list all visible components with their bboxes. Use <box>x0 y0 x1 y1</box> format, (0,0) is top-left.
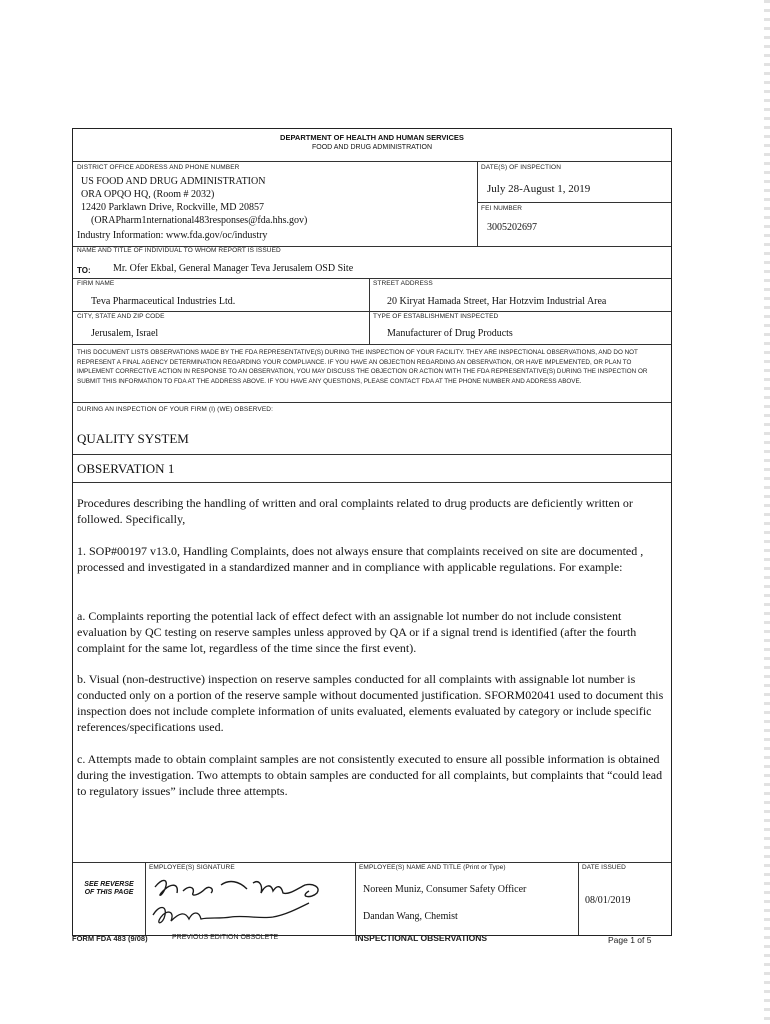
observation-item-b: b. Visual (non-destructive) inspection on reserve samples conducted for all complaints with assignable lot number is conducted only on a portion of the reserve sample without documented justification. SFORM02041 used to document this inspection does not include complete information of units evaluated, elements evaluated by category or include specific references/specifications used. <box>77 672 664 734</box>
city-divider <box>73 311 671 312</box>
see-reverse-divider <box>145 862 146 935</box>
recipient-label: NAME AND TITLE OF INDIVIDUAL TO WHOM REPORT IS ISSUED <box>77 247 281 254</box>
firm-divider <box>73 278 671 279</box>
inspection-notice: THIS DOCUMENT LISTS OBSERVATIONS MADE BY THE FDA REPRESENTATIVE(S) DURING THE INSPECTION OF YOUR FACILITY. THEY ARE INSPECTIONAL OBSERVATIONS, AND DO NOT REPRESENT A FINAL AGENCY DETERMINATION REGARDING YOUR COMPLIANCE. IF YOU HAVE AN OBJECTION REGARDING AN OBSERVATION, OR HAVE IMPLEMENTED, OR PLAN TO IMPLEMENT CORRECTIVE ACTION IN RESPONSE TO AN OBSERVATION, YOU MAY DISCUSS THE OBJECTION OR ACTION WITH THE FDA REPRESENTATIVE(S) DURING THE INSPECTION OR SUBMIT THIS INFORMATION TO FDA AT THE ADDRESS ABOVE. IF YOU HAVE ANY QUESTIONS, PLEASE CONTACT FDA AT THE PHONE NUMBER AND ADDRESS ABOVE. <box>77 349 648 385</box>
inspection-dates-label: DATE(S) OF INSPECTION <box>481 164 561 171</box>
firm-name-value: Teva Pharmaceutical Industries Ltd. <box>91 296 236 307</box>
observation-heading: OBSERVATION 1 <box>77 461 175 476</box>
scan-edge-artifact <box>764 0 770 1024</box>
date-issued-value: 08/01/2019 <box>585 895 631 906</box>
see-reverse-note: SEE REVERSE OF THIS PAGE <box>84 881 134 896</box>
previous-edition-note: PREVIOUS EDITION OBSOLETE <box>172 934 279 941</box>
handwritten-signatures <box>149 875 353 933</box>
establishment-value: Manufacturer of Drug Products <box>387 328 513 339</box>
fei-value: 3005202697 <box>487 222 537 233</box>
street-address-value: 20 Kiryat Hamada Street, Har Hotzvim Industrial Area <box>387 296 607 307</box>
page-number: Page 1 of 5 <box>608 935 652 945</box>
city-value: Jerusalem, Israel <box>91 328 159 339</box>
inspection-dates-value: July 28-August 1, 2019 <box>487 183 591 195</box>
signature-name-divider <box>355 862 356 935</box>
observation-intro: Procedures describing the handling of written and oral complaints related to drug products are deficiently written or followed. Specifically, <box>77 496 633 526</box>
district-email: (ORAPharm1nternational483responses@fda.hhs.gov) <box>91 215 308 226</box>
employee-name-2: Dandan Wang, Chemist <box>363 911 458 922</box>
agency-subheading: FOOD AND DRUG ADMINISTRATION <box>311 144 433 151</box>
notice-divider <box>73 344 671 345</box>
department-heading: DEPARTMENT OF HEALTH AND HUMAN SERVICES <box>280 133 464 142</box>
observation-item-1: 1. SOP#00197 v13.0, Handling Complaints, does not always ensure that complaints received on site are documented , processed and investigated in a standardized manner and in compliance with applicable regulations. For example: <box>77 544 644 574</box>
to-label: TO: <box>77 266 91 275</box>
observation-item-a: a. Complaints reporting the potential lack of effect defect with an assignable lot number do not include consistent evaluation by QC testing on reserve samples unless approved by QA or if a signal trend is identified (after the fourth complaint for the same lot, regardless of the time since the first event). <box>77 609 637 655</box>
recipient-value: Mr. Ofer Ekbal, General Manager Teva Jerusalem OSD Site <box>113 263 354 274</box>
district-line-2: ORA OPQO HQ, (Room # 2032) <box>81 189 215 200</box>
footer-title: INSPECTIONAL OBSERVATIONS <box>355 933 488 943</box>
form-id: FORM FDA 483 (9/08) <box>72 934 148 943</box>
city-label: CITY, STATE AND ZIP CODE <box>77 313 165 320</box>
signature-divider <box>73 862 671 863</box>
employee-name-1: Noreen Muniz, Consumer Safety Officer <box>363 884 527 895</box>
establishment-label: TYPE OF ESTABLISHMENT INSPECTED <box>373 313 499 320</box>
district-industry-info: Industry Information: www.fda.gov/oc/industry <box>77 230 268 241</box>
section-heading: QUALITY SYSTEM <box>77 431 189 446</box>
fei-label: FEI NUMBER <box>481 205 523 212</box>
fda-483-form <box>72 128 672 936</box>
district-line-3: 12420 Parklawn Drive, Rockville, MD 20857 <box>81 202 265 213</box>
observation-item-c: c. Attempts made to obtain complaint samples are not consistently executed to ensure all possible information is obtained during the investigation. Two attempts to obtain samples are conducted for all complaints, but complaints that “could lead to regulatory issues” include three attempts. <box>77 752 663 798</box>
date-issued-label: DATE ISSUED <box>582 864 626 871</box>
street-address-label: STREET ADDRESS <box>373 280 433 287</box>
during-inspection-label: DURING AN INSPECTION OF YOUR FIRM (I) (WE) OBSERVED: <box>77 406 274 413</box>
district-date-divider <box>477 161 478 246</box>
firm-name-label: FIRM NAME <box>77 280 115 287</box>
header-divider <box>73 161 671 162</box>
observation-divider <box>73 482 671 483</box>
district-line-1: US FOOD AND DRUG ADMINISTRATION <box>81 176 266 187</box>
name-date-divider <box>578 862 579 935</box>
employee-name-label: EMPLOYEE(S) NAME AND TITLE (Print or Type) <box>359 864 506 871</box>
employee-signature-label: EMPLOYEE(S) SIGNATURE <box>149 864 235 871</box>
section-divider <box>73 454 671 455</box>
fei-divider <box>477 202 671 203</box>
during-divider <box>73 402 671 403</box>
district-office-label: DISTRICT OFFICE ADDRESS AND PHONE NUMBER <box>77 164 240 171</box>
